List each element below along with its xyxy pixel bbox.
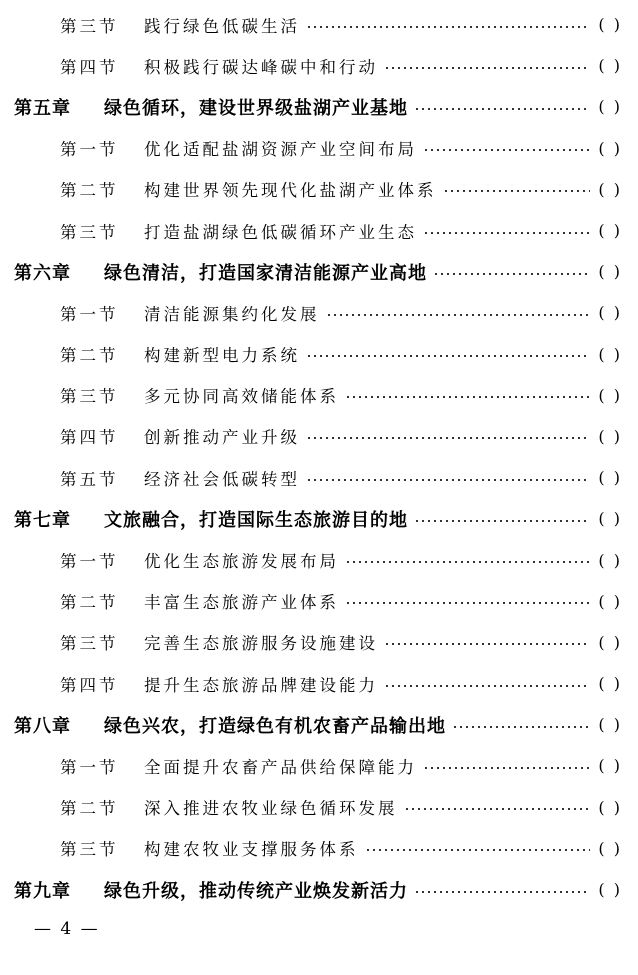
toc-chapter-entry (0, 704, 638, 745)
dot-leader (384, 67, 590, 69)
section-number: 第三节 (60, 634, 119, 654)
page-reference: ( ) (598, 509, 622, 529)
toc-section-entry (0, 292, 638, 333)
page-reference: ( ) (598, 797, 622, 817)
section-number: 第三节 (60, 840, 119, 860)
toc-section-entry (0, 539, 638, 580)
section-number: 第一节 (60, 140, 119, 160)
toc-section-entry (0, 334, 638, 375)
page-reference: ( ) (598, 426, 622, 446)
section-number: 第二节 (60, 593, 119, 613)
section-title: 优化生态旅游发展布局 (144, 552, 339, 572)
dot-leader (443, 190, 591, 192)
page-reference: ( ) (598, 385, 622, 405)
table-of-contents (0, 4, 638, 910)
section-title: 构建新型电力系统 (144, 346, 300, 366)
section-number: 第四节 (60, 675, 119, 695)
chapter-title: 绿色清洁，打造国家清洁能源产业高地 (104, 262, 427, 284)
section-number: 第一节 (60, 552, 119, 572)
dot-leader (414, 108, 590, 110)
dot-leader (423, 149, 590, 151)
dot-leader (404, 808, 591, 810)
chapter-number: 第七章 (14, 509, 71, 531)
section-number: 第三节 (60, 16, 119, 36)
toc-section-entry (0, 45, 638, 86)
page-reference: ( ) (598, 715, 622, 735)
page-reference: ( ) (598, 632, 622, 652)
section-title: 丰富生态旅游产业体系 (144, 593, 339, 613)
chapter-number: 第九章 (14, 880, 71, 902)
page-reference: ( ) (598, 468, 622, 488)
page-reference: ( ) (598, 344, 622, 364)
dot-leader (345, 396, 590, 398)
chapter-title: 绿色循环，建设世界级盐湖产业基地 (104, 97, 408, 119)
page-reference: ( ) (598, 756, 622, 776)
page-reference: ( ) (598, 15, 622, 35)
page-number: — 4 — (34, 919, 100, 939)
section-title: 构建农牧业支撑服务体系 (144, 840, 359, 860)
chapter-number: 第八章 (14, 715, 71, 737)
section-title: 构建世界领先现代化盐湖产业体系 (144, 181, 437, 201)
toc-section-entry (0, 4, 638, 45)
dot-leader (306, 355, 590, 357)
page-reference: ( ) (598, 221, 622, 241)
toc-chapter-entry (0, 86, 638, 127)
page-reference: ( ) (598, 262, 622, 282)
section-title: 多元协同高效储能体系 (144, 387, 339, 407)
page-reference: ( ) (598, 97, 622, 117)
chapter-number: 第五章 (14, 97, 71, 119)
toc-section-entry (0, 581, 638, 622)
chapter-title: 绿色升级，推动传统产业焕发新活力 (104, 880, 408, 902)
chapter-title: 文旅融合，打造国际生态旅游目的地 (104, 509, 408, 531)
page-reference: ( ) (598, 303, 622, 323)
toc-section-entry (0, 416, 638, 457)
dot-leader (345, 561, 590, 563)
section-title: 积极践行碳达峰碳中和行动 (144, 57, 378, 77)
dot-leader (326, 314, 591, 316)
page-reference: ( ) (598, 674, 622, 694)
section-number: 第三节 (60, 387, 119, 407)
page-reference: ( ) (598, 838, 622, 858)
section-number: 第一节 (60, 304, 119, 324)
dot-leader (384, 685, 590, 687)
section-number: 第一节 (60, 757, 119, 777)
section-title: 优化适配盐湖资源产业空间布局 (144, 140, 417, 160)
section-title: 深入推进农牧业绿色循环发展 (144, 799, 398, 819)
dot-leader (384, 643, 590, 645)
section-title: 全面提升农畜产品供给保障能力 (144, 757, 417, 777)
dot-leader (433, 273, 590, 275)
toc-section-entry (0, 169, 638, 210)
section-number: 第四节 (60, 57, 119, 77)
section-number: 第二节 (60, 799, 119, 819)
dot-leader (452, 726, 590, 728)
section-title: 经济社会低碳转型 (144, 469, 300, 489)
dot-leader (345, 602, 590, 604)
toc-section-entry (0, 622, 638, 663)
toc-section-entry (0, 663, 638, 704)
toc-section-entry (0, 375, 638, 416)
toc-chapter-entry (0, 251, 638, 292)
section-title: 打造盐湖绿色低碳循环产业生态 (144, 222, 417, 242)
toc-section-entry (0, 745, 638, 786)
section-number: 第二节 (60, 346, 119, 366)
page-reference: ( ) (598, 591, 622, 611)
dot-leader (423, 232, 590, 234)
section-title: 创新推动产业升级 (144, 428, 300, 448)
dot-leader (306, 437, 590, 439)
toc-section-entry (0, 210, 638, 251)
toc-chapter-entry (0, 869, 638, 910)
chapter-number: 第六章 (14, 262, 71, 284)
section-title: 完善生态旅游服务设施建设 (144, 634, 378, 654)
toc-section-entry (0, 457, 638, 498)
dot-leader (414, 891, 590, 893)
toc-section-entry (0, 828, 638, 869)
page-reference: ( ) (598, 550, 622, 570)
toc-section-entry (0, 787, 638, 828)
section-number: 第二节 (60, 181, 119, 201)
section-title: 践行绿色低碳生活 (144, 16, 300, 36)
dot-leader (365, 849, 591, 851)
chapter-title: 绿色兴农，打造绿色有机农畜产品输出地 (104, 715, 446, 737)
page-reference: ( ) (598, 179, 622, 199)
page-reference: ( ) (598, 56, 622, 76)
dot-leader (423, 767, 590, 769)
toc-section-entry (0, 128, 638, 169)
toc-chapter-entry (0, 498, 638, 539)
section-title: 清洁能源集约化发展 (144, 304, 320, 324)
section-title: 提升生态旅游品牌建设能力 (144, 675, 378, 695)
dot-leader (306, 26, 590, 28)
section-number: 第三节 (60, 222, 119, 242)
dot-leader (306, 479, 590, 481)
page-reference: ( ) (598, 880, 622, 900)
section-number: 第五节 (60, 469, 119, 489)
section-number: 第四节 (60, 428, 119, 448)
dot-leader (414, 520, 590, 522)
page-reference: ( ) (598, 138, 622, 158)
